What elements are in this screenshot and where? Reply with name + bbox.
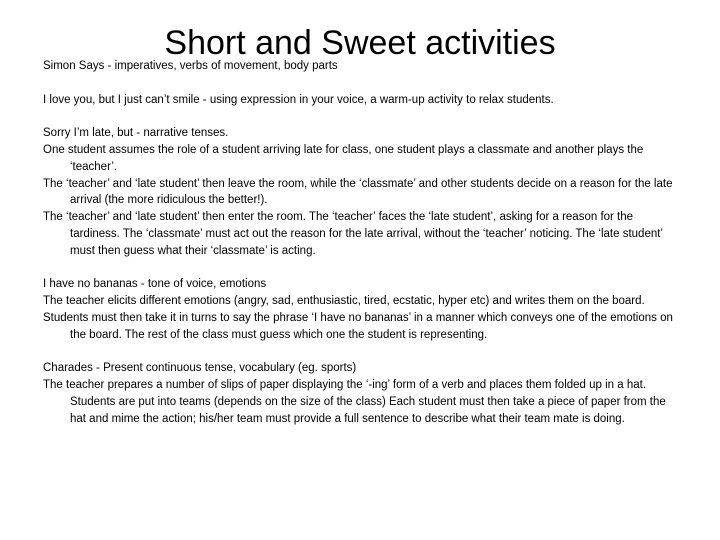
activity-list <box>43 58 683 428</box>
activity-heading-i-have-no-bananas: I have no bananas - tone of voice, emotions <box>43 278 267 291</box>
activity-line: The teacher prepares a number of slips of paper displaying the ‘-ing’ form of a verb and places them folded up in a hat. Students are put into teams (depends on the size of the class) Each student must then take a piece of paper from the hat and mime the action; his/her team must provide a full sentence to describe what their team mate is doing. <box>43 379 666 425</box>
activity-heading-charades: Charades - Present continuous tense, vocabulary (eg. sports) <box>43 362 357 375</box>
spacer <box>43 108 683 125</box>
spacer <box>43 260 683 277</box>
activity-heading-sorry-im-late: Sorry I’m late, but - narrative tenses. <box>43 127 229 140</box>
activity-line: The ‘teacher’ and ‘late student’ then enter the room. The ‘teacher’ faces the ‘late student’, asking for a reason for the tardiness. The ‘classmate’ must act out the reason for the late arrival, without the ‘teacher’ noticing. The ‘late student’ must then guess what their ‘classmate’ is acting. <box>43 211 663 257</box>
page-title: Short and Sweet activities <box>164 23 556 62</box>
activity-heading-i-love-you: I love you, but I just can’t smile - using expression in your voice, a warm-up activity to relax students. <box>43 93 554 106</box>
activity-line: The ‘teacher’ and ‘late student’ then leave the room, while the ‘classmate’ and other students decide on a reason for the late arrival (the more ridiculous the better!). <box>43 177 673 207</box>
spacer <box>43 75 683 92</box>
activity-line: Students must then take it in turns to say the phrase ‘I have no bananas’ in a manner which conveys one of the emotions on the board. The rest of the class must guess which one the student is representing. <box>43 311 673 341</box>
activity-line: One student assumes the role of a student arriving late for class, one student plays a classmate and another plays the ‘teacher’. <box>43 143 644 173</box>
spacer <box>43 344 683 361</box>
activity-line: The teacher elicits different emotions (angry, sad, enthusiastic, tired, ecstatic, hyper etc) and writes them on the board. <box>43 295 645 308</box>
activity-heading-simon-says: Simon Says - imperatives, verbs of movement, body parts <box>43 60 338 72</box>
